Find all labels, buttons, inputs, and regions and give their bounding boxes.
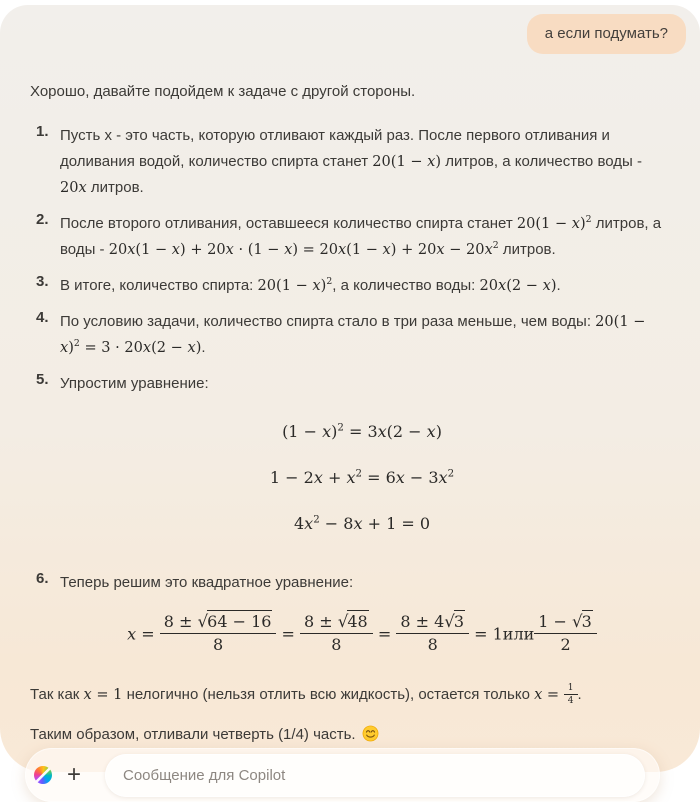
text-run: литров. [86,179,144,197]
solution-step [30,309,664,361]
step-body [60,371,664,560]
assistant-conclusion-1 [30,682,664,708]
add-attachment-button[interactable]: + [59,759,89,791]
solution-step [30,371,664,560]
inline-math: $20x(1 - x) + 20x \cdot (1 - x) = 20x(1 - x) + 20x - 20x^2$ [108,240,499,258]
solution-step [30,570,664,669]
copilot-logo-icon [34,766,52,784]
text-run: В итоге, количество спирта: [60,276,258,294]
text-run: После второго отливания, оставшееся количество спирта станет [60,215,517,232]
step-text [60,309,664,361]
text-run: . [201,338,206,356]
text-run: , а количество воды: [332,276,480,294]
message-composer [25,748,660,802]
step-text [60,123,664,201]
chat-transcript [0,5,700,748]
step-text [60,211,664,263]
step-number: 2. [36,211,49,228]
inline-math: 20x [60,179,87,197]
step-body [60,273,664,299]
text-run: . [556,276,561,294]
copilot-chat-window [0,5,700,789]
text-run: нелогично (нельзя отлить всю жидкость), остается только [122,686,535,704]
step-number: 1. [36,123,49,141]
assistant-intro [30,79,664,105]
text-run: Хорошо, давайте подойдем к задаче с другой стороны. [30,83,416,101]
solution-steps-list [30,123,664,668]
step-body [60,570,664,669]
display-equation: $(1 - x)^2 = 3x(2 - x)$ [282,421,442,441]
user-message-row [30,14,686,54]
inline-math: $20(1 - x)^2 = 3 \cdot 20x(2 - x)$ [60,312,646,356]
step-body [60,211,664,263]
display-equation: $1 - 2x + x^2 = 6x - 3x^2$ [269,467,455,487]
text-run: Упростим уравнение: [60,374,209,392]
step-text [60,570,664,596]
text-run: литров. [498,240,556,258]
solution-step [30,211,664,263]
message-input[interactable] [123,767,627,784]
inline-math: x = 1 [83,686,123,704]
text-run: Так как [30,686,84,704]
assistant-message [30,79,664,748]
message-input-pill[interactable] [105,754,645,797]
step-number: 4. [36,308,49,326]
text-run: литров, а воды - [60,215,662,258]
text-run: литров, а количество воды - [441,153,642,171]
step-text [60,273,664,299]
inline-math: x = $\frac{1}{4}$ [534,686,577,703]
solution-step [30,123,664,201]
text-run: Таким образом, отливали четверть (1/4) часть. [30,726,356,744]
step-body [60,123,664,201]
text-run: . [577,686,582,704]
step-text [60,371,664,397]
user-message-bubble: а если подумать? [527,14,686,54]
text-run: Пусть x - это часть, которую отливают каждый раз. После первого отливания и доливания водой, количество спирта станет [60,127,610,171]
display-equation: x = $\frac{8 \pm √64 - 16}{8}$ = $\frac{8 \pm √48}{8}$ = $\frac{8 \pm 4√3}{8}$ = 1или $\frac{1 - √3}{2}$ [60,613,664,657]
inline-math: $20(1 - x)^2$ [257,276,333,294]
solution-step [30,273,664,299]
text-run: По условию задачи, количество спирта стало в три раза меньше, чем воды: [60,312,596,330]
inline-math: $20(1 - x)^2$ [516,214,592,232]
assistant-conclusion-2 [30,722,664,748]
step-number: 3. [36,272,49,290]
text-run: Теперь решим это квадратное уравнение: [60,573,354,591]
step-number: 5. [36,370,49,388]
inline-math: 20x(2 − x) [479,276,557,294]
step-body [60,309,664,361]
inline-math: 20(1 − x) [372,153,442,171]
smiling-face-with-smiling-eyes-emoji [362,725,379,742]
display-equation: $4x^2 - 8x + 1 = 0$ [293,513,431,533]
step-number: 6. [36,569,49,587]
